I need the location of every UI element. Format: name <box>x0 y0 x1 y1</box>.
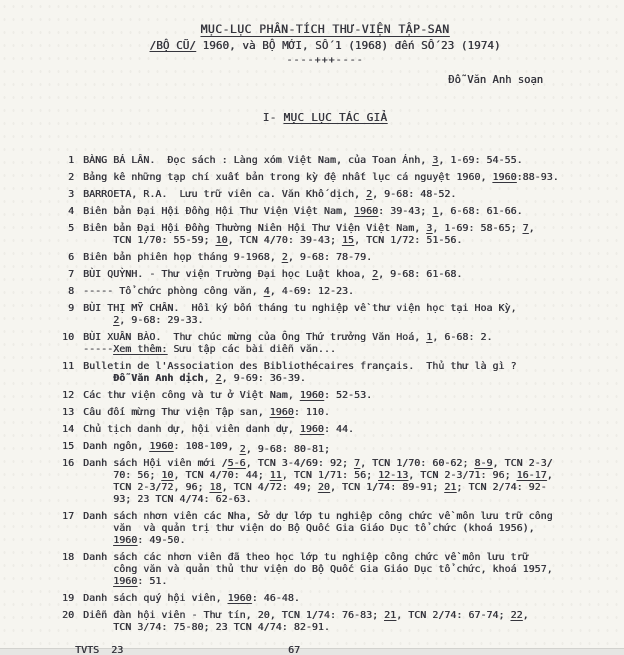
entry-row <box>52 390 598 402</box>
entry-text: Bulletin de l'Association des Bibliothécaires français. Thủ thư là gì ? Đỗ Văn Anh dịch, 2, 9-69: 36-39. <box>83 361 517 384</box>
document-title: MỤC-LỤC PHÂN-TÍCH THƯ-VIỆN TẬP-SAN <box>200 22 450 36</box>
entry-number: 5 <box>67 223 74 234</box>
entry-number: 3 <box>67 189 74 200</box>
entry-row <box>52 269 598 281</box>
entry-row <box>52 610 598 634</box>
entry-row <box>52 206 598 218</box>
entry-text: BÙI QUỲNH. - Thư viện Trường Đại học Luật khoa, 2, 9-68: 61-68. <box>83 269 463 280</box>
entry-number: 7 <box>67 269 74 280</box>
entry-number: 4 <box>67 206 74 217</box>
entry-text: Biên bản Đại Hội Đồng Hội Thư Viện Việt Nam, 1960: 39-43; 1, 6-68: 61-66. <box>83 206 523 217</box>
byline: Đỗ Văn Anh soạn <box>448 74 543 86</box>
entry-number: 1 <box>67 155 74 166</box>
page-footer <box>0 645 624 655</box>
entry-text: ----- Tổ chức phòng công văn, 4, 4-69: 12-23. <box>83 286 354 297</box>
entry-number: 14 <box>61 424 74 435</box>
entry-text: Danh sách quý hội viên, 1960: 46-48. <box>83 593 300 604</box>
footer-page-number: 67 <box>288 645 301 655</box>
entry-text: Danh sách các nhơn viên đã theo học lớp tu nghiệp công chức về môn lưu trữ công văn và quản thủ thư viện do Bộ Quốc Gia Giáo Dục tổ chức, khoá 1957, 1960: 51. <box>83 552 553 587</box>
entry-text: BÙI XUÂN BÀO. Thư chúc mừng của Ông Thứ trưởng Văn Hoá, 1, 6-68: 2. -----Xem thêm: Sưu tập các bài diễn văn... <box>83 332 493 355</box>
entry-number: 18 <box>61 552 74 563</box>
entry-row <box>52 361 598 385</box>
entry-row <box>52 303 598 327</box>
entry-text: Danh sách Hội viên mới /5-6, TCN 3-4/69: 92; 7, TCN 1/70: 60-62; 8-9, TCN 2-3/ 70: 56; 10, TCN 4/70: 44; 11, TCN 1/71: 56; 12-13, TCN 2-3/71: 96; 16-17, TCN 2-3/72, 96; 18, TCN 4/72: 49; 20, TCN 1/74: 89-91; 21; TCN 2/74: 92- 93; 23 TCN 4/74: 62-63. <box>83 458 553 505</box>
entry-number: 9 <box>67 303 74 314</box>
header-divider: ----+++---- <box>286 55 364 66</box>
entry-text: BÙI THỊ MỸ CHÂN. Hồi ký bốn tháng tu nghiệp về thư viện học tại Hoa Kỳ, 2, 9-68: 29-33. <box>83 303 517 326</box>
entry-row <box>52 441 598 453</box>
entry-row <box>52 458 598 506</box>
entry-row <box>52 332 598 356</box>
entry-row <box>52 172 598 184</box>
entry-number: 16 <box>61 458 74 469</box>
entry-number: 19 <box>61 593 74 604</box>
section-heading: I- MỤC LỤC TÁC GIẢ <box>262 111 388 124</box>
footer-journal-ref: TVTS 23 <box>75 645 124 655</box>
entry-row <box>52 593 598 605</box>
entry-number: 13 <box>61 407 74 418</box>
entry-number: 8 <box>67 286 74 297</box>
entry-text: Bảng kê những tạp chí xuất bản trong kỳ đệ nhất lục cá nguyệt 1960, 1960:88-93. <box>83 172 559 183</box>
entry-number: 17 <box>61 511 74 522</box>
entry-row <box>52 511 598 547</box>
entry-number: 11 <box>61 361 74 372</box>
entry-number: 10 <box>61 332 74 343</box>
entries-list <box>52 155 598 634</box>
entry-text: Chủ tịch danh dự, hội viên danh dự, 1960: 44. <box>83 424 354 435</box>
entry-text: Danh sách nhơn viên các Nha, Sở dự lớp tu nghiệp công chức về môn lưu trữ công văn và quản trị thư viện do Bộ Quốc Gia Giáo Dục tổ chức (khoá 1956), 1960: 49-50. <box>83 511 553 546</box>
entry-row <box>52 189 598 201</box>
entry-row <box>52 223 598 247</box>
entry-text: Danh ngôn, 1960: 108-109, 2, 9-68: 80-81; <box>83 441 330 455</box>
entry-row <box>52 155 598 167</box>
document-subtitle: /BỘ CŨ/ 1960, và BỘ MỚI, SỐ 1 (1968) đến SỐ 23 (1974) <box>149 39 501 52</box>
entry-text: Các thư viện công và tư ở Việt Nam, 1960: 52-53. <box>83 390 373 401</box>
document-header <box>52 22 598 87</box>
entry-text: Diễn đàn hội viên - Thư tín, 20, TCN 1/74: 76-83; 21, TCN 2/74: 67-74; 22, TCN 3/74: 75-80; 23 TCN 4/74: 82-91. <box>83 610 529 633</box>
entry-number: 6 <box>67 252 74 263</box>
entry-row <box>52 252 598 264</box>
entry-text: BARROETA, R.A. Lưu trữ viên ca. Văn Khố dịch, 2, 9-68: 48-52. <box>83 189 457 200</box>
entry-row <box>52 286 598 298</box>
entry-row <box>52 552 598 588</box>
entry-number: 15 <box>61 441 74 452</box>
entry-row <box>52 407 598 419</box>
entry-number: 20 <box>61 610 74 621</box>
entry-text: Biên bản phiên họp tháng 9-1968, 2, 9-68: 78-79. <box>83 252 373 263</box>
entry-text: Biên bản Đại Hội Đồng Thường Niên Hội Thư Viện Việt Nam, 3, 1-69: 58-65; 7, TCN 1/70: 55-59; 10, TCN 4/70: 39-43; 15, TCN 1/72: 51-56. <box>83 223 535 246</box>
entry-row <box>52 424 598 436</box>
entry-number: 12 <box>61 390 74 401</box>
entry-number: 2 <box>67 172 74 183</box>
entry-text: Câu đối mừng Thư viện Tập san, 1960: 110. <box>83 407 330 418</box>
entry-text: BÀNG BÁ LÂN. Đọc sách : Làng xóm Việt Nam, của Toan Ánh, 3, 1-69: 54-55. <box>83 155 523 166</box>
